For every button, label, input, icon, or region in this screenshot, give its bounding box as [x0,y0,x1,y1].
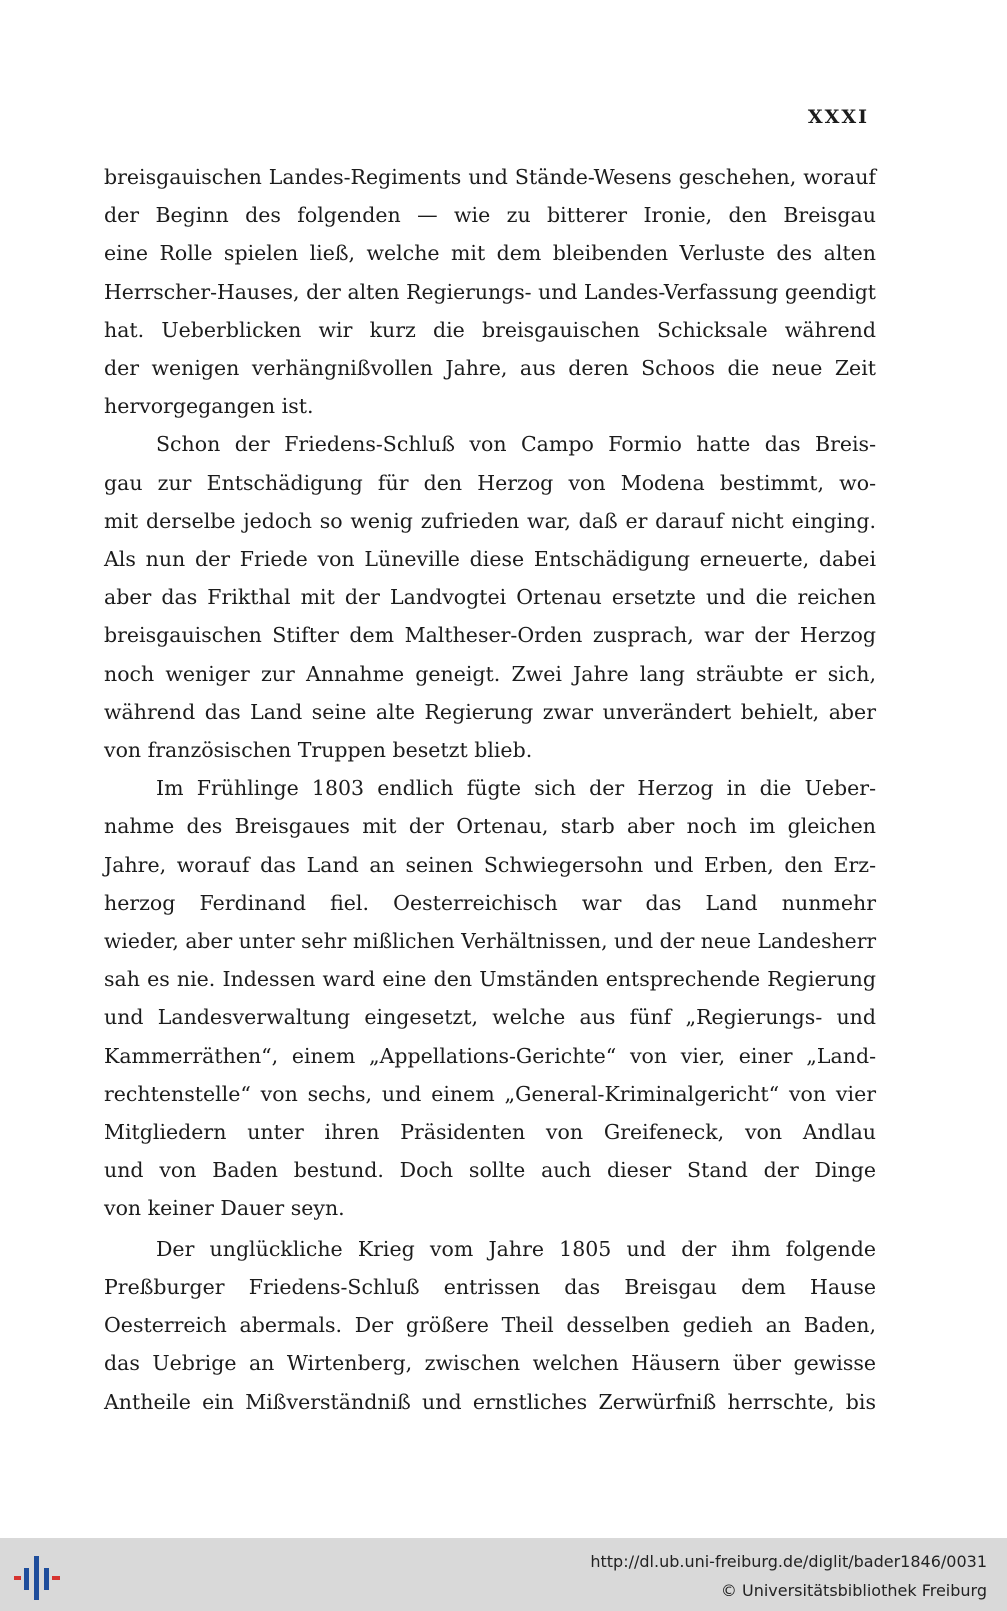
library-footer [0,1538,1007,1611]
text-line: Oesterreich abermals. Der größere Theil desselben gedieh an Baden, [104,1313,876,1338]
text-line: hervorgegangen ist. [104,394,314,419]
text-line: das Uebrige an Wirtenberg, zwischen welchen Häusern über gewisse [104,1351,876,1376]
paragraph-2 [104,425,876,769]
text-line: breisgauischen Stifter dem Maltheser-Orden zusprach, war der Herzog [104,623,876,648]
text-line: wieder, aber unter sehr mißlichen Verhältnissen, und der neue Landesherr [104,929,877,954]
text-line: herzog Ferdinand fiel. Oesterreichisch war das Land nunmehr [104,890,876,915]
text-line: Der unglückliche Krieg vom Jahre 1805 und der ihm folgende [156,1236,876,1261]
text-line: Im Frühlinge 1803 endlich fügte sich der Herzog in die Ueber- [156,776,876,801]
text-line: aber das Frikthal mit der Landvogtei Ortenau ersetzte und die reichen [104,585,876,610]
text-line: sah es nie. Indessen ward eine den Umständen entsprechende Regierung [104,967,876,992]
text-line: hat. Ueberblicken wir kurz die breisgauischen Schicksale während [104,317,876,342]
text-line: Als nun der Friede von Lüneville diese Entschädigung erneuerte, dabei [104,547,876,572]
text-line: der Beginn des folgenden — wie zu bitterer Ironie, den Breisgau [104,203,876,228]
paragraph-1 [104,158,876,425]
source-url-link[interactable]: http://dl.ub.uni-freiburg.de/diglit/bader1846/0031 [590,1552,987,1571]
body-text [104,158,876,1421]
copyright-notice: © Universitätsbibliothek Freiburg [720,1581,987,1600]
text-line: und Landesverwaltung eingesetzt, welche aus fünf „Regierungs- und [104,1005,876,1030]
text-line: Herrscher-Hauses, der alten Regierungs- und Landes-Verfassung geendigt [104,279,876,304]
text-line: Kammerräthen“, einem „Appellations-Gerichte“ von vier, einer „Land- [104,1043,876,1068]
text-line: noch weniger zur Annahme geneigt. Zwei Jahre lang sträubte er sich, [104,661,876,686]
text-line: Jahre, worauf das Land an seinen Schwiegersohn und Erben, den Erz- [104,852,876,877]
page-number: XXXI [807,106,869,128]
paragraph-4 [104,1230,876,1421]
text-line: gau zur Entschädigung für den Herzog von Modena bestimmt, wo- [104,470,876,495]
text-line: Schon der Friedens-Schluß von Campo Formio hatte das Breis- [156,432,876,457]
text-line: Preßburger Friedens-Schluß entrissen das Breisgau dem Hause [104,1274,876,1299]
text-line: und von Baden bestund. Doch sollte auch dieser Stand der Dinge [104,1158,876,1183]
ub-freiburg-logo-icon [12,1552,62,1602]
text-line: der wenigen verhängnißvollen Jahre, aus deren Schoos die neue Zeit [104,356,876,381]
text-line: von französischen Truppen besetzt blieb. [104,738,533,763]
paragraph-3 [104,769,876,1227]
text-line: nahme des Breisgaues mit der Ortenau, starb aber noch im gleichen [104,814,876,839]
text-line: breisgauischen Landes-Regiments und Stände-Wesens geschehen, worauf [104,165,876,189]
text-line: rechtenstelle“ von sechs, und einem „General-Kriminalgericht“ von vier [104,1081,876,1106]
text-line: Mitgliedern unter ihren Präsidenten von Greifeneck, von Andlau [104,1120,876,1145]
text-line: eine Rolle spielen ließ, welche mit dem bleibenden Verluste des alten [104,241,876,266]
text-line: mit derselbe jedoch so wenig zufrieden war, daß er darauf nicht einging. [104,508,876,533]
text-line: Antheile ein Mißverständniß und ernstliches Zerwürfniß herrschte, bis [104,1389,876,1414]
text-line: von keiner Dauer seyn. [104,1196,345,1221]
text-line: während das Land seine alte Regierung zwar unverändert behielt, aber [104,699,876,724]
